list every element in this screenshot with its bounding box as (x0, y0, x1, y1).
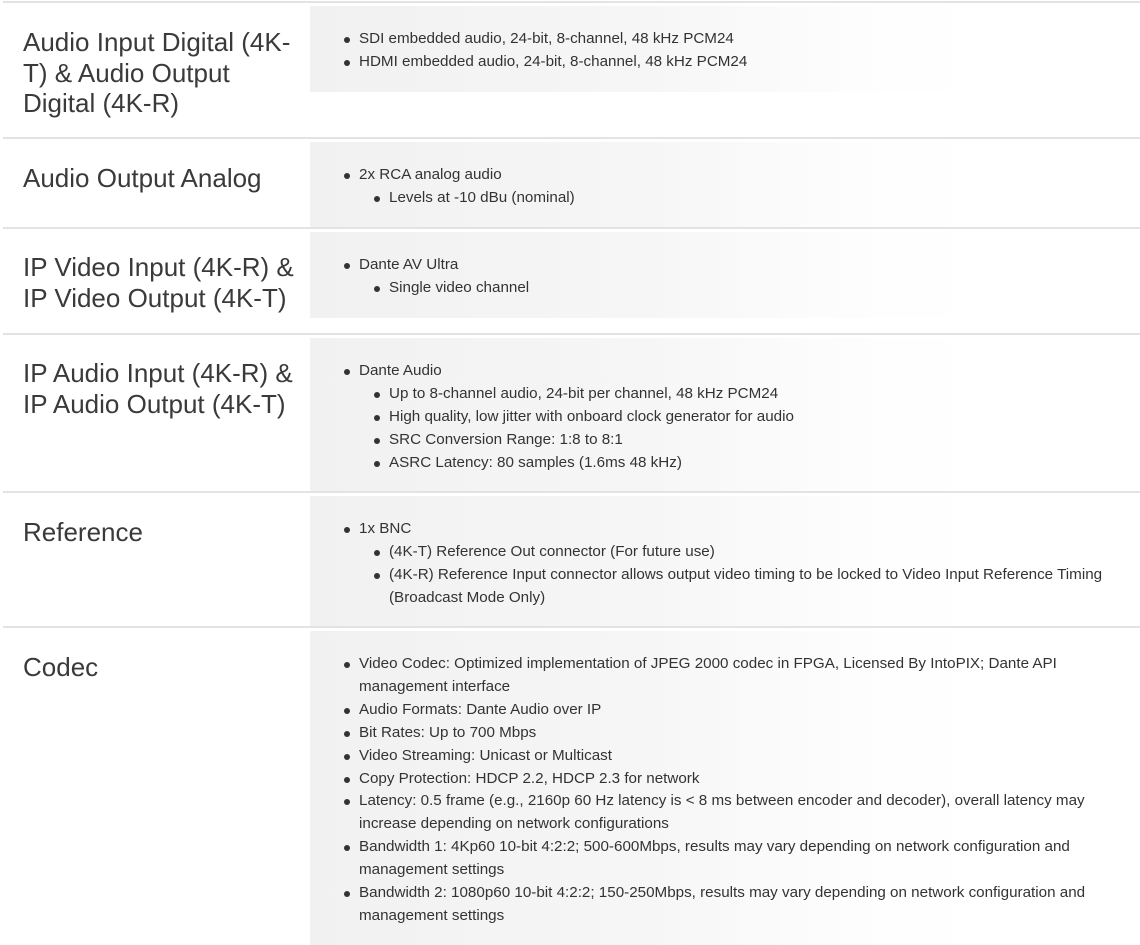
spec-label: Reference (23, 517, 143, 547)
list-item-text: Dante Audio (359, 362, 442, 379)
spec-label: IP Video Input (4K-R) & IP Video Output (4K-T) (23, 252, 294, 313)
spec-label: Codec (23, 652, 99, 682)
sub-list-item: Levels at -10 dBu (nominal) (389, 187, 1140, 210)
spec-row-codec (3, 626, 1140, 945)
spec-content (310, 232, 1140, 318)
sub-list-item: (4K-T) Reference Out connector (For future use) (389, 541, 1128, 564)
spec-row-audio-output-analog (3, 137, 1140, 228)
list-item-text: Dante AV Ultra (359, 256, 459, 273)
spec-content (310, 496, 1140, 627)
list-item: Bandwidth 2: 1080p60 10-bit 4:2:2; 150-250Mbps, results may vary depending on network configuration and management settings (359, 882, 1110, 928)
list-item (359, 164, 1140, 210)
list-item: Copy Protection: HDCP 2.2, HDCP 2.3 for network (359, 768, 1110, 791)
spec-label: Audio Input Digital (4K-T) & Audio Output Digital (4K-R) (23, 27, 291, 118)
sub-list-item: High quality, low jitter with onboard clock generator for audio (389, 406, 1140, 429)
spec-content (310, 338, 1140, 493)
spec-content (310, 631, 1140, 945)
sub-list-item: ASRC Latency: 80 samples (1.6ms 48 kHz) (389, 452, 1140, 475)
spec-content (310, 142, 1140, 228)
sub-list-item: Single video channel (389, 277, 1140, 300)
list-item: Video Codec: Optimized implementation of JPEG 2000 codec in FPGA, Licensed By IntoPIX; Dante API management interface (359, 653, 1110, 699)
spec-content (310, 6, 1140, 92)
sub-list-item: (4K-R) Reference Input connector allows output video timing to be locked to Video Input Reference Timing (Broadcast Mode Only) (389, 564, 1128, 610)
list-item (359, 254, 1140, 300)
sub-list-item: Up to 8-channel audio, 24-bit per channel, 48 kHz PCM24 (389, 383, 1140, 406)
list-item: Latency: 0.5 frame (e.g., 2160p 60 Hz latency is < 8 ms between encoder and decoder), overall latency may increase depending on network configurations (359, 790, 1110, 836)
spec-row-reference (3, 491, 1140, 627)
spec-row-audio-input-digital (3, 1, 1140, 139)
spec-row-ip-video (3, 227, 1140, 334)
list-item: Bandwidth 1: 4Kp60 10-bit 4:2:2; 500-600Mbps, results may vary depending on network configuration and management settings (359, 836, 1110, 882)
spec-row-ip-audio (3, 333, 1140, 493)
list-item: HDMI embedded audio, 24-bit, 8-channel, 48 kHz PCM24 (359, 51, 1140, 74)
list-item-text: 1x BNC (359, 520, 412, 537)
list-item (359, 518, 1128, 610)
spec-label: IP Audio Input (4K-R) & IP Audio Output (4K-T) (23, 358, 293, 419)
list-item: SDI embedded audio, 24-bit, 8-channel, 48 kHz PCM24 (359, 28, 1140, 51)
list-item (359, 360, 1140, 475)
list-item: Video Streaming: Unicast or Multicast (359, 745, 1110, 768)
list-item-text: 2x RCA analog audio (359, 166, 502, 183)
list-item: Bit Rates: Up to 700 Mbps (359, 722, 1110, 745)
spec-label: Audio Output Analog (23, 163, 262, 193)
sub-list-item: SRC Conversion Range: 1:8 to 8:1 (389, 429, 1140, 452)
list-item: Audio Formats: Dante Audio over IP (359, 699, 1110, 722)
